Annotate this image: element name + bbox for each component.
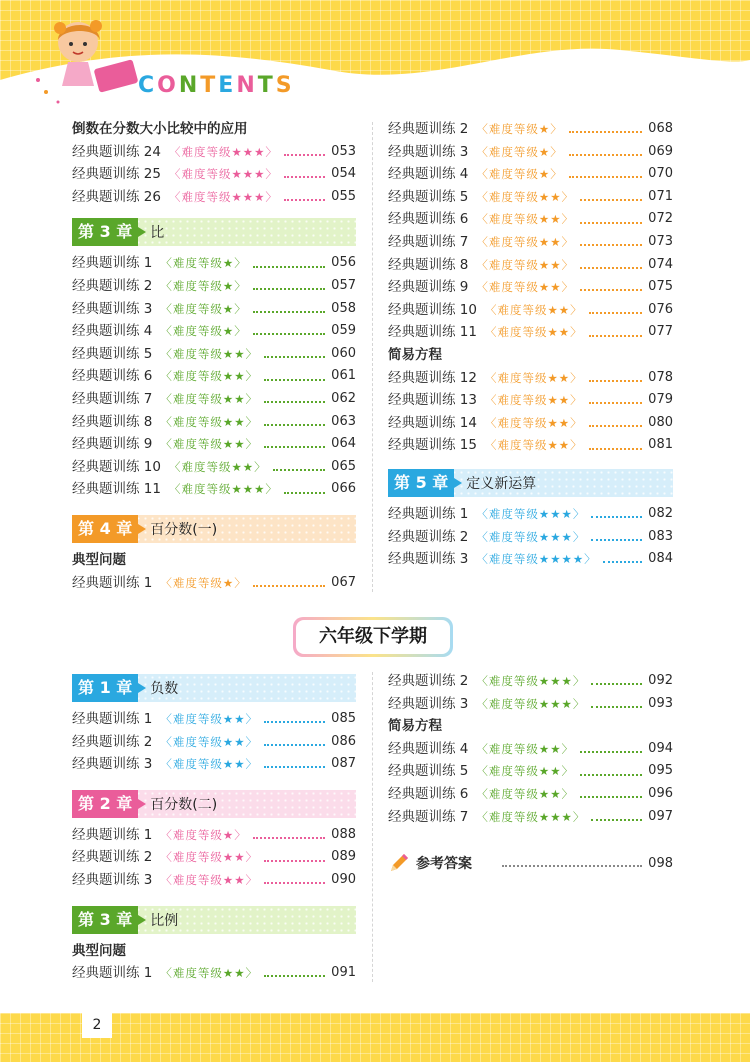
page-ref: 096 (648, 785, 673, 801)
page-ref: 055 (331, 188, 356, 204)
page-ref: 097 (648, 808, 673, 824)
entry-title: 经典题训练 14 (388, 414, 477, 431)
entry-title: 经典题训练 2 (72, 849, 153, 866)
toc-entry[interactable] (388, 163, 673, 186)
leader-dots (253, 585, 325, 587)
toc-entry[interactable] (72, 252, 356, 275)
toc-entry[interactable] (72, 753, 356, 776)
difficulty-label: 〈难度等级★★〉 (484, 438, 583, 453)
entry-title: 经典题训练 4 (388, 166, 469, 183)
page-ref: 065 (331, 458, 356, 474)
chapter-title: 百分数(二) (150, 796, 218, 813)
toc-entry[interactable] (72, 343, 356, 366)
difficulty-label: 〈难度等级★★〉 (160, 346, 259, 361)
pencil-icon (388, 852, 410, 874)
bottom-decorative-band (0, 1013, 750, 1062)
toc-entry[interactable] (388, 693, 673, 716)
difficulty-label: 〈难度等级★〉 (476, 144, 563, 159)
leader-dots (589, 402, 643, 404)
page-ref: 088 (331, 826, 356, 842)
difficulty-label: 〈难度等级★〉 (476, 167, 563, 182)
toc-entry[interactable] (72, 298, 356, 321)
leader-dots (253, 288, 325, 290)
difficulty-label: 〈难度等级★★〉 (160, 734, 259, 749)
difficulty-label: 〈难度等级★★★〉 (168, 144, 278, 159)
difficulty-label: 〈难度等级★★〉 (476, 786, 575, 801)
toc-entry[interactable] (388, 389, 673, 412)
toc-entry[interactable] (388, 299, 673, 322)
difficulty-label: 〈难度等级★★★〉 (168, 189, 278, 204)
entry-title: 经典题训练 4 (72, 323, 153, 340)
difficulty-label: 〈难度等级★★〉 (160, 414, 259, 429)
chapter-header[interactable] (72, 906, 356, 934)
leader-dots (273, 469, 326, 471)
page-ref: 081 (648, 437, 673, 453)
toc-entry[interactable] (388, 434, 673, 457)
chapter-header[interactable] (388, 469, 673, 497)
term-banner-label: 六年级下学期 (296, 620, 450, 654)
difficulty-label: 〈难度等级★★〉 (160, 437, 259, 452)
entry-title: 经典题训练 7 (388, 808, 469, 825)
page-ref: 095 (648, 763, 673, 779)
leader-dots (284, 176, 325, 178)
toc-entry[interactable] (388, 276, 673, 299)
difficulty-label: 〈难度等级★〉 (160, 301, 247, 316)
entry-title: 经典题训练 24 (72, 143, 161, 160)
entry-title: 经典题训练 1 (72, 711, 153, 727)
title-letter: N (178, 73, 201, 98)
leader-dots (580, 796, 642, 798)
leader-dots (591, 683, 642, 685)
page-ref: 094 (648, 740, 673, 756)
difficulty-label: 〈难度等级★★★〉 (168, 482, 278, 497)
title-letter: S (275, 73, 295, 98)
leader-dots (253, 311, 325, 313)
leader-dots (580, 751, 642, 753)
entry-title: 经典题训练 7 (72, 390, 153, 407)
page-ref: 061 (331, 368, 356, 384)
leader-dots (580, 289, 642, 291)
entry-title: 经典题训练 4 (388, 740, 469, 757)
leader-dots (580, 244, 642, 246)
entry-title: 经典题训练 3 (72, 871, 153, 888)
leader-dots (580, 222, 642, 224)
chapter-header[interactable] (72, 674, 356, 702)
leader-dots (253, 333, 325, 335)
difficulty-label: 〈难度等级★〉 (160, 575, 247, 590)
toc-entry[interactable] (388, 141, 673, 164)
toc-list (388, 118, 673, 344)
difficulty-label: 〈难度等级★★〉 (476, 234, 575, 249)
toc-entry[interactable] (388, 783, 673, 806)
entry-title: 经典题训练 3 (388, 143, 469, 160)
chapter-tag: 第 4 章 (72, 515, 138, 543)
toc-list (72, 824, 356, 892)
entry-title: 经典题训练 25 (72, 166, 161, 183)
chapter-header[interactable] (72, 790, 356, 818)
toc-entry[interactable] (72, 456, 356, 479)
difficulty-label: 〈难度等级★〉 (160, 256, 247, 271)
page-ref: 080 (648, 414, 673, 430)
entry-title: 经典题训练 2 (388, 673, 469, 689)
entry-title: 经典题训练 13 (388, 392, 477, 409)
leader-dots (569, 131, 642, 133)
entry-title: 经典题训练 6 (72, 368, 153, 385)
chapter-title: 百分数(一) (150, 521, 218, 538)
entry-title: 经典题训练 11 (388, 324, 477, 341)
leader-dots (589, 335, 643, 337)
title-letter: T (257, 73, 276, 98)
entry-title: 经典题训练 3 (72, 756, 153, 773)
column-divider (372, 122, 373, 592)
leader-dots (589, 312, 643, 314)
page-ref: 071 (648, 188, 673, 204)
leader-dots (580, 774, 642, 776)
upper-left-column (72, 118, 356, 594)
page-ref: 060 (331, 345, 356, 361)
title-letter: O (157, 73, 179, 98)
toc-entry[interactable] (72, 411, 356, 434)
page-ref: 089 (331, 849, 356, 865)
section-subheading: 简易方程 (388, 346, 442, 363)
title-letter: E (218, 73, 237, 98)
entry-title: 经典题训练 1 (72, 255, 153, 272)
leader-dots (264, 401, 325, 403)
page-ref: 066 (331, 481, 356, 497)
toc-list (388, 367, 673, 457)
upper-right-column (388, 118, 673, 571)
section-subheading: 典型问题 (72, 551, 126, 568)
chapter-tag: 第 1 章 (72, 674, 138, 702)
toc-list (72, 962, 356, 985)
column-divider (372, 672, 373, 982)
toc-entry[interactable] (388, 503, 673, 526)
answers-page: 098 (648, 855, 673, 871)
page-ref: 070 (648, 166, 673, 182)
page-ref: 059 (331, 323, 356, 339)
page-ref: 073 (648, 233, 673, 249)
toc-entry[interactable] (72, 731, 356, 754)
toc-entry[interactable] (388, 367, 673, 390)
entry-title: 经典题训练 8 (388, 256, 469, 273)
leader-dots (284, 199, 325, 201)
chapter-title: 比例 (150, 912, 179, 929)
difficulty-label: 〈难度等级★★★〉 (476, 696, 586, 711)
difficulty-label: 〈难度等级★★〉 (476, 764, 575, 779)
page-ref: 062 (331, 390, 356, 406)
leader-dots (264, 860, 325, 862)
page-ref: 053 (331, 143, 356, 159)
toc-list (72, 252, 356, 501)
toc-list (72, 708, 356, 776)
leader-dots (591, 516, 642, 518)
entry-title: 经典题训练 10 (72, 458, 161, 475)
difficulty-label: 〈难度等级★★〉 (160, 757, 259, 772)
chapter-title: 定义新运算 (466, 475, 537, 492)
difficulty-label: 〈难度等级★〉 (160, 827, 247, 842)
toc-entry[interactable] (388, 806, 673, 829)
difficulty-label: 〈难度等级★★〉 (476, 280, 575, 295)
leader-dots (589, 448, 643, 450)
chapter-title: 负数 (150, 681, 179, 697)
leader-dots (569, 176, 642, 178)
girl-mascot-icon (30, 10, 140, 110)
entry-title: 经典题训练 12 (388, 369, 477, 386)
entry-title: 经典题训练 9 (72, 436, 153, 453)
leader-dots (264, 882, 325, 884)
answers-entry[interactable] (388, 850, 673, 876)
difficulty-label: 〈难度等级★★★〉 (476, 529, 586, 544)
title-letter: N (236, 73, 258, 98)
page-ref: 083 (648, 528, 673, 544)
lower-right-column (388, 670, 673, 876)
leader-dots (284, 492, 325, 494)
leader-dots (264, 446, 325, 448)
toc-entry[interactable] (72, 869, 356, 892)
toc-entry[interactable] (72, 962, 356, 985)
entry-title: 经典题训练 3 (72, 300, 153, 317)
leader-dots (580, 267, 642, 269)
leader-dots (591, 819, 642, 821)
page-ref: 074 (648, 256, 673, 272)
chapter-header[interactable] (72, 515, 356, 543)
leader-dots (284, 154, 325, 156)
page-ref: 076 (648, 301, 673, 317)
page-ref: 077 (648, 324, 673, 340)
entry-title: 经典题训练 1 (72, 826, 153, 843)
section-subheading: 倒数在分数大小比较中的应用 (72, 121, 248, 137)
page-ref: 082 (648, 505, 673, 521)
toc-entry[interactable] (72, 320, 356, 343)
toc-entry[interactable] (72, 824, 356, 847)
leader-dots (264, 721, 325, 723)
toc-entry[interactable] (388, 321, 673, 344)
difficulty-label: 〈难度等级★★〉 (160, 850, 259, 865)
toc-entry[interactable] (388, 738, 673, 761)
page-ref: 086 (331, 733, 356, 749)
entry-title: 经典题训练 2 (72, 733, 153, 750)
leader-dots (264, 766, 325, 768)
leader-dots (264, 424, 325, 426)
toc-entry[interactable] (72, 186, 356, 209)
term-banner (293, 617, 453, 657)
toc-entry[interactable] (388, 208, 673, 231)
toc-entry[interactable] (388, 548, 673, 571)
chapter-tag: 第 3 章 (72, 906, 138, 934)
difficulty-label: 〈难度等级★★〉 (476, 212, 575, 227)
toc-entry[interactable] (72, 141, 356, 164)
difficulty-label: 〈难度等级★★〉 (160, 369, 259, 384)
entry-title: 经典题训练 11 (72, 481, 161, 498)
chapter-title: 比 (150, 225, 165, 242)
leader-dots (264, 975, 325, 977)
page-ref: 056 (331, 255, 356, 271)
difficulty-label: 〈难度等级★★〉 (160, 391, 259, 406)
chapter-header[interactable] (72, 218, 356, 246)
page-ref: 093 (648, 695, 673, 711)
page-ref: 085 (331, 711, 356, 726)
toc-list (72, 141, 356, 209)
difficulty-label: 〈难度等级★★〉 (476, 741, 575, 756)
entry-title: 经典题训练 3 (388, 695, 469, 712)
difficulty-label: 〈难度等级★★〉 (484, 393, 583, 408)
page-ref: 084 (648, 551, 673, 567)
toc-entry[interactable] (388, 254, 673, 277)
difficulty-label: 〈难度等级★★★〉 (476, 809, 586, 824)
leader-dots (589, 425, 643, 427)
chapter-tag: 第 2 章 (72, 790, 138, 818)
toc-entry[interactable] (388, 231, 673, 254)
difficulty-label: 〈难度等级★★〉 (476, 189, 575, 204)
contents-title (138, 73, 295, 98)
difficulty-label: 〈难度等级★★〉 (160, 872, 259, 887)
leader-dots (253, 266, 325, 268)
toc-entry[interactable] (72, 275, 356, 298)
answers-label: 参考答案 (416, 856, 472, 873)
page-ref: 091 (331, 965, 356, 981)
entry-title: 经典题训练 8 (72, 413, 153, 430)
toc-entry[interactable] (72, 365, 356, 388)
entry-title: 经典题训练 3 (388, 551, 469, 568)
page-number: 2 (82, 1013, 112, 1038)
entry-title: 经典题训练 5 (388, 763, 469, 780)
toc-entry[interactable] (388, 118, 673, 141)
chapter-tag: 第 3 章 (72, 218, 138, 246)
difficulty-label: 〈难度等级★★〉 (160, 712, 259, 726)
leader-dots (264, 744, 325, 746)
title-letter: T (200, 73, 219, 98)
difficulty-label: 〈难度等级★〉 (160, 324, 247, 339)
section-subheading: 典型问题 (72, 942, 126, 959)
difficulty-label: 〈难度等级★★★〉 (168, 167, 278, 182)
leader-dots (569, 154, 642, 156)
difficulty-label: 〈难度等级★★★〉 (476, 674, 586, 688)
difficulty-label: 〈难度等级★★〉 (484, 370, 583, 385)
page-ref: 090 (331, 871, 356, 887)
page-ref: 087 (331, 756, 356, 772)
page-ref: 079 (648, 392, 673, 408)
leader-dots (580, 199, 642, 201)
difficulty-label: 〈难度等级★★〉 (484, 415, 583, 430)
page-ref: 057 (331, 277, 356, 293)
toc-entry[interactable] (388, 412, 673, 435)
page-ref: 068 (648, 121, 673, 136)
title-letter: C (138, 73, 158, 98)
toc-entry[interactable] (388, 670, 673, 693)
entry-title: 经典题训练 2 (388, 528, 469, 545)
leader-dots (591, 539, 642, 541)
page-ref: 064 (331, 436, 356, 452)
toc-list (388, 670, 673, 715)
toc-entry[interactable] (388, 186, 673, 209)
difficulty-label: 〈难度等级★★〉 (476, 257, 575, 272)
leader-dots (264, 356, 325, 358)
difficulty-label: 〈难度等级★★〉 (160, 966, 259, 981)
difficulty-label: 〈难度等级★★★〉 (476, 506, 586, 521)
page-ref: 058 (331, 300, 356, 316)
leader-dots (264, 379, 325, 381)
toc-entry[interactable] (72, 572, 356, 595)
difficulty-label: 〈难度等级★〉 (160, 278, 247, 293)
leader-dots (589, 380, 643, 382)
toc-entry[interactable] (72, 708, 356, 731)
page-ref: 054 (331, 166, 356, 182)
entry-title: 经典题训练 2 (388, 121, 469, 137)
difficulty-label: 〈难度等级★〉 (476, 122, 563, 136)
page-ref: 092 (648, 673, 673, 688)
entry-title: 经典题训练 10 (388, 301, 477, 318)
toc-list (72, 572, 356, 595)
toc-entry[interactable] (72, 846, 356, 869)
page-ref: 075 (648, 279, 673, 295)
leader-dots (253, 837, 325, 839)
difficulty-label: 〈难度等级★★〉 (168, 459, 267, 474)
entry-title: 经典题训练 15 (388, 437, 477, 454)
entry-title: 经典题训练 7 (388, 233, 469, 250)
difficulty-label: 〈难度等级★★★★〉 (476, 552, 597, 567)
toc-list (388, 503, 673, 571)
toc-entry[interactable] (72, 478, 356, 501)
entry-title: 经典题训练 26 (72, 188, 161, 205)
toc-entry[interactable] (72, 388, 356, 411)
entry-title: 经典题训练 6 (388, 785, 469, 802)
entry-title: 经典题训练 1 (72, 965, 153, 982)
entry-title: 经典题训练 1 (72, 574, 153, 591)
entry-title: 经典题训练 5 (388, 188, 469, 205)
entry-title: 经典题训练 5 (72, 345, 153, 362)
page-ref: 069 (648, 143, 673, 159)
toc-entry[interactable] (388, 760, 673, 783)
page-ref: 072 (648, 211, 673, 227)
leader-dots (502, 865, 642, 867)
difficulty-label: 〈难度等级★★〉 (484, 325, 583, 340)
leader-dots (591, 706, 642, 708)
toc-entry[interactable] (72, 163, 356, 186)
difficulty-label: 〈难度等级★★〉 (484, 302, 583, 317)
leader-dots (603, 561, 643, 563)
entry-title: 经典题训练 1 (388, 505, 469, 522)
toc-list (388, 738, 673, 828)
entry-title: 经典题训练 9 (388, 279, 469, 296)
entry-title: 经典题训练 6 (388, 211, 469, 228)
page-ref: 067 (331, 574, 356, 590)
entry-title: 经典题训练 2 (72, 277, 153, 294)
lower-left-column (72, 666, 356, 985)
page-ref: 078 (648, 369, 673, 385)
section-subheading: 简易方程 (388, 718, 442, 735)
chapter-tag: 第 5 章 (388, 469, 454, 497)
page-ref: 063 (331, 413, 356, 429)
toc-entry[interactable] (388, 526, 673, 549)
toc-entry[interactable] (72, 433, 356, 456)
